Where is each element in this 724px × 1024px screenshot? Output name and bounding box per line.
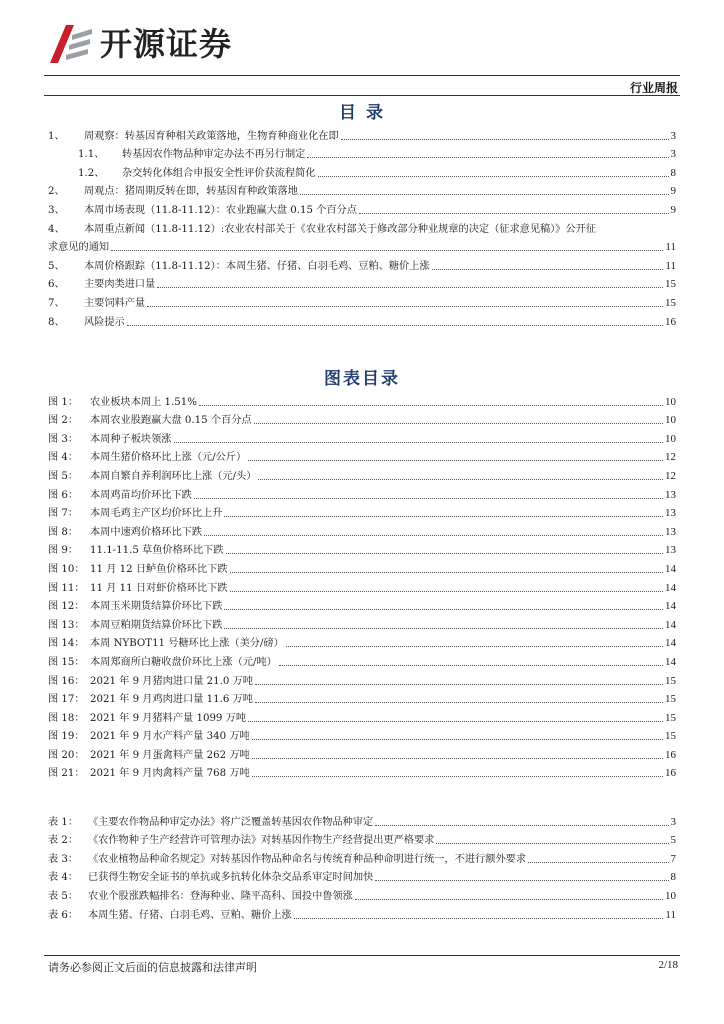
entry-num: 图 7： (48, 508, 79, 520)
entry-num: 图 1： (48, 396, 79, 408)
figures-list (48, 390, 676, 780)
toc-item[interactable] (48, 161, 676, 180)
leader-dots (224, 628, 663, 629)
figure-item[interactable] (48, 390, 676, 409)
toc-item[interactable] (48, 124, 676, 143)
figure-item[interactable] (48, 520, 676, 539)
figure-item[interactable] (48, 725, 676, 744)
figure-item[interactable] (48, 595, 676, 614)
entry-text: 11.1-11.5 草鱼价格环比下跌 (90, 545, 224, 557)
toc-item[interactable] (48, 310, 676, 329)
entry-num: 图 3： (48, 433, 79, 445)
leader-dots (199, 405, 663, 406)
entry-page: 13 (665, 488, 676, 501)
figure-item[interactable] (48, 706, 676, 725)
figure-item[interactable] (48, 632, 676, 651)
toc-item[interactable] (48, 217, 676, 254)
entry-page: 14 (665, 600, 676, 613)
entry-num: 表 4： (48, 872, 79, 884)
leader-dots (375, 880, 668, 881)
entry-text: 本周鸡苗均价环比下跌 (90, 489, 192, 501)
leader-dots (286, 646, 663, 647)
entry-page: 13 (665, 507, 676, 520)
toc-text: 本周价格跟踪（11.8-11.12）：本周生猪、仔猪、白羽毛鸡、豆粕、糖价上涨 (84, 260, 430, 272)
leader-dots (248, 721, 663, 722)
toc-list (48, 124, 676, 329)
figure-item[interactable] (48, 650, 676, 669)
toc-text: 主要饲料产量 (84, 297, 146, 309)
leader-dots (194, 498, 663, 499)
table-item[interactable] (48, 810, 676, 829)
toc-text: 风险提示 (84, 316, 125, 328)
toc-item[interactable] (48, 254, 676, 273)
leader-dots (147, 306, 663, 307)
entry-page: 7 (670, 852, 676, 865)
leader-dots (258, 479, 663, 480)
toc-num: 1.1、 (78, 149, 105, 161)
leader-dots (252, 739, 663, 740)
leader-dots (432, 269, 664, 270)
figure-item[interactable] (48, 483, 676, 502)
figure-item[interactable] (48, 613, 676, 632)
entry-num: 图 4： (48, 452, 79, 464)
toc-page: 16 (665, 315, 676, 328)
entry-num: 表 5： (48, 890, 79, 902)
header-divider-2 (44, 95, 680, 96)
entry-num: 图 16： (48, 675, 85, 687)
footer-disclaimer: 请务必参阅正文后面的信息披露和法律声明 (48, 961, 257, 974)
table-item[interactable] (48, 866, 676, 885)
company-logo (48, 22, 232, 66)
toc-page: 9 (670, 203, 676, 216)
figure-item[interactable] (48, 762, 676, 781)
entry-page: 3 (670, 815, 676, 828)
entry-page: 16 (665, 767, 676, 780)
leader-dots (307, 157, 668, 158)
toc-title: 目 录 (339, 103, 385, 123)
toc-page: 15 (665, 278, 676, 291)
figure-item[interactable] (48, 502, 676, 521)
leader-dots (111, 250, 663, 251)
leader-dots (127, 325, 663, 326)
toc-num: 6、 (48, 279, 65, 291)
entry-page: 14 (665, 562, 676, 575)
leader-dots (230, 572, 663, 573)
entry-num: 图 21： (48, 768, 85, 780)
entry-text: 农业个股涨跌幅排名：登海种业、隆平高科、国投中鲁领涨 (88, 890, 353, 902)
toc-page: 3 (670, 148, 676, 161)
tables-list (48, 810, 676, 922)
entry-text: 2021 年 9 月猪肉进口量 21.0 万吨 (90, 675, 253, 687)
entry-num: 图 13： (48, 619, 85, 631)
table-item[interactable] (48, 884, 676, 903)
entry-page: 15 (665, 711, 676, 724)
toc-page: 3 (670, 129, 676, 142)
entry-text: 2021 年 9 月猪料产量 1099 万吨 (90, 712, 247, 724)
table-item[interactable] (48, 829, 676, 848)
toc-page: 9 (670, 185, 676, 198)
toc-item[interactable] (48, 180, 676, 199)
table-item[interactable] (48, 903, 676, 922)
entry-num: 图 2： (48, 415, 79, 427)
figure-item[interactable] (48, 557, 676, 576)
toc-item[interactable] (48, 143, 676, 162)
entry-num: 图 12： (48, 601, 85, 613)
figure-item[interactable] (48, 464, 676, 483)
entry-num: 图 11： (48, 582, 85, 594)
leader-dots (204, 535, 663, 536)
entry-page: 8 (670, 871, 676, 884)
figure-item[interactable] (48, 669, 676, 688)
entry-page: 14 (665, 581, 676, 594)
entry-text: 《农业植物品种命名规定》对转基因作物品种命名与传统育种品种命明进行统一，不进行额外要求 (88, 853, 527, 865)
leader-dots (355, 899, 663, 900)
leader-dots (359, 213, 669, 214)
leader-dots (252, 758, 663, 759)
toc-num: 5、 (48, 260, 65, 272)
figure-item[interactable] (48, 743, 676, 762)
toc-num: 3、 (48, 204, 65, 216)
entry-text: 本周生猪、仔猪、白羽毛鸡、豆粕、糖价上涨 (88, 909, 292, 921)
entry-text: 本周玉米期货结算价环比下跌 (90, 601, 223, 613)
toc-text-continued: 求意见的通知 (48, 242, 110, 254)
toc-item[interactable] (48, 273, 676, 292)
toc-text: 主要肉类进口量 (84, 279, 156, 291)
leader-dots (226, 553, 663, 554)
entry-page: 11 (665, 908, 676, 921)
leader-dots (224, 609, 663, 610)
entry-page: 14 (665, 637, 676, 650)
entry-num: 图 10： (48, 563, 85, 575)
leader-dots (318, 176, 669, 177)
toc-page: 11 (665, 259, 676, 272)
leader-dots (230, 591, 663, 592)
company-name: 开源证券 (100, 25, 233, 63)
entry-text: 本周种子板块领涨 (90, 433, 172, 445)
entry-num: 图 19： (48, 731, 85, 743)
leader-dots (255, 702, 663, 703)
toc-num: 1.2、 (78, 167, 105, 179)
entry-text: 农业板块本周上 1.51% (90, 396, 197, 408)
leader-dots (248, 460, 663, 461)
toc-page: 8 (670, 166, 676, 179)
figure-item[interactable] (48, 576, 676, 595)
entry-text: 2021 年 9 月水产料产量 340 万吨 (90, 731, 250, 743)
entry-page: 12 (665, 469, 676, 482)
entry-num: 表 3： (48, 853, 79, 865)
figure-item[interactable] (48, 446, 676, 465)
leader-dots (294, 918, 664, 919)
entry-num: 表 6： (48, 909, 79, 921)
entry-num: 图 5： (48, 470, 79, 482)
figure-item[interactable] (48, 539, 676, 558)
entry-text: 《主要农作物品种审定办法》将广泛覆盖转基因农作物品种审定 (88, 816, 374, 828)
report-type: 行业周报 (629, 81, 678, 95)
header-divider (44, 75, 680, 76)
entry-text: 已获得生物安全证书的单抗或多抗转化体杂交品系审定时间加快 (88, 872, 374, 884)
entry-page: 10 (665, 395, 676, 408)
entry-page: 14 (665, 655, 676, 668)
entry-text: 本周中速鸡价格环比下跌 (90, 526, 203, 538)
toc-text: 杂交转化体组合申报安全性评价获流程简化 (122, 167, 316, 179)
toc-num: 4、 (48, 223, 65, 235)
leader-dots (252, 776, 663, 777)
entry-text: 本周农业股跑赢大盘 0.15 个百分点 (90, 415, 252, 427)
leader-dots (157, 287, 663, 288)
toc-page: 11 (665, 241, 676, 254)
toc-text: 本周市场表现（11.8-11.12）：农业跑赢大盘 0.15 个百分点 (84, 204, 357, 216)
entry-text: 11 月 11 日对虾价格环比下跌 (90, 582, 228, 594)
entry-page: 14 (665, 618, 676, 631)
figure-item[interactable] (48, 688, 676, 707)
entry-page: 15 (665, 730, 676, 743)
entry-page: 10 (665, 432, 676, 445)
entry-text: 本周生猪价格环比上涨（元/公斤） (90, 452, 247, 464)
entry-page: 15 (665, 693, 676, 706)
toc-item[interactable] (48, 198, 676, 217)
table-item[interactable] (48, 847, 676, 866)
toc-num: 7、 (48, 297, 65, 309)
toc-text: 本周重点新闻（11.8-11.12）:农业农村部关于《农业农村部关于修改部分种业规章的决定（征求意见稿）》公开征 (84, 223, 597, 235)
figure-item[interactable] (48, 409, 676, 428)
entry-page: 12 (665, 451, 676, 464)
entry-num: 图 15： (48, 656, 85, 668)
toc-text: 周观点：猪周期反转在即，转基因育种政策落地 (84, 186, 298, 198)
leader-dots (255, 684, 663, 685)
page-number: 2/18 (658, 959, 678, 971)
leader-dots (254, 423, 663, 424)
entry-num: 图 6： (48, 489, 79, 501)
entry-text: 本周豆粕期货结算价环比下跌 (90, 619, 223, 631)
entry-page: 13 (665, 544, 676, 557)
figure-item[interactable] (48, 427, 676, 446)
footer-divider (44, 955, 680, 956)
toc-page: 15 (665, 296, 676, 309)
entry-text: 2021 年 9 月肉禽料产量 768 万吨 (90, 768, 250, 780)
toc-text: 转基因农作物品种审定办法不再另行制定 (122, 149, 306, 161)
leader-dots (375, 825, 668, 826)
leader-dots (279, 665, 663, 666)
entry-page: 5 (670, 834, 676, 847)
entry-page: 10 (665, 414, 676, 427)
toc-num: 2、 (48, 186, 65, 198)
toc-text: 周观察：转基因育种相关政策落地，生物育种商业化在即 (84, 130, 339, 142)
entry-num: 表 1： (48, 816, 79, 828)
entry-num: 图 8： (48, 526, 79, 538)
entry-page: 16 (665, 748, 676, 761)
entry-text: 2021 年 9 月蛋禽料产量 262 万吨 (90, 749, 250, 761)
entry-num: 表 2： (48, 835, 79, 847)
leader-dots (300, 194, 669, 195)
entry-text: 《农作物种子生产经营许可管理办法》对转基因作物生产经营提出更严格要求 (88, 835, 435, 847)
leader-dots (528, 862, 668, 863)
leader-dots (224, 516, 663, 517)
leader-dots (436, 843, 668, 844)
entry-text: 本周郑商所白糖收盘价环比上涨（元/吨） (90, 656, 277, 668)
entry-text: 本周自繁自养利润环比上涨（元/头） (90, 470, 257, 482)
leader-dots (341, 139, 669, 140)
entry-num: 图 17： (48, 694, 85, 706)
entry-text: 本周毛鸡主产区均价环比上升 (90, 508, 223, 520)
entry-text: 2021 年 9 月鸡肉进口量 11.6 万吨 (90, 694, 253, 706)
leader-dots (174, 442, 664, 443)
entry-text: 本周 NYBOT11 号糖环比上涨（美分/磅） (90, 638, 284, 650)
entry-num: 图 14： (48, 638, 85, 650)
toc-item[interactable] (48, 291, 676, 310)
entry-num: 图 9： (48, 545, 79, 557)
entry-text: 11 月 12 日鲈鱼价格环比下跌 (90, 563, 228, 575)
entry-num: 图 20： (48, 749, 85, 761)
kaiyuan-logo-icon (48, 23, 94, 65)
entry-num: 图 18： (48, 712, 85, 724)
entry-page: 15 (665, 674, 676, 687)
entry-page: 10 (665, 889, 676, 902)
figures-title: 图表目录 (324, 369, 400, 389)
entry-page: 13 (665, 525, 676, 538)
toc-num: 8、 (48, 316, 65, 328)
toc-num: 1、 (48, 130, 65, 142)
